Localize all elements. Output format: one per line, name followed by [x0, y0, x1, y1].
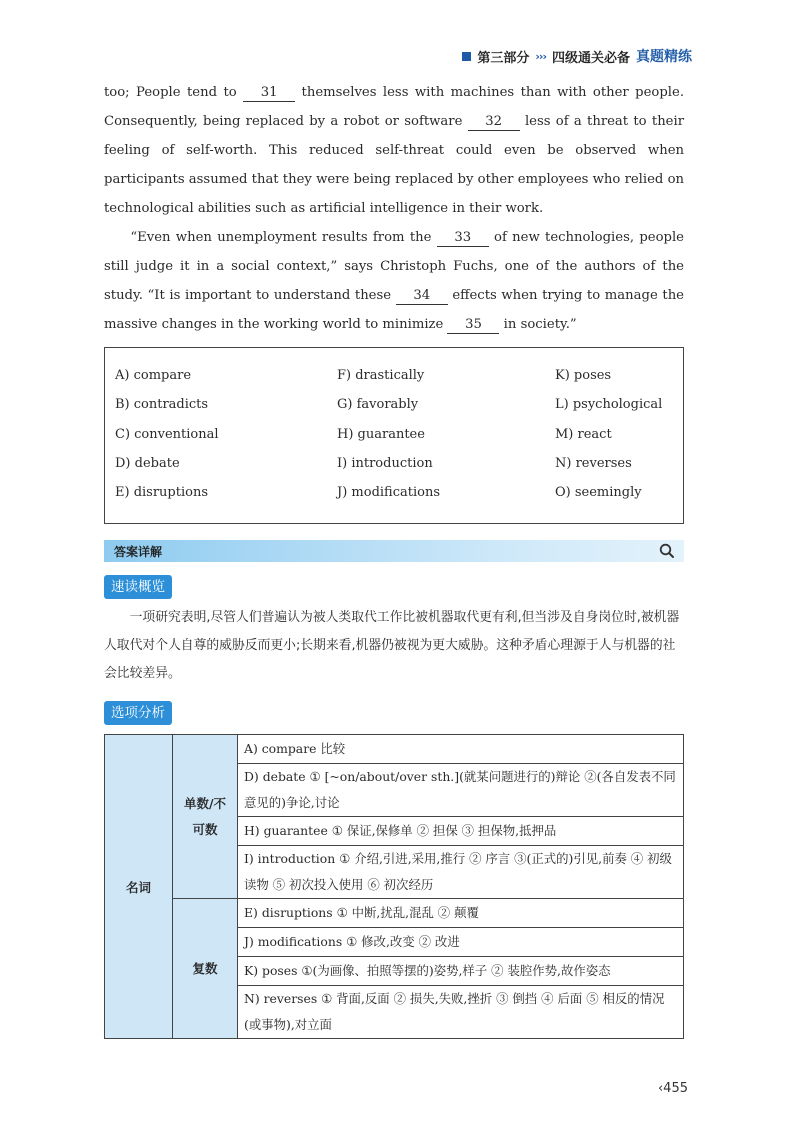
summary-tag: 速读概览 — [104, 575, 172, 599]
word-bank-column-3 — [555, 368, 662, 514]
passage-text: “Even when unemployment results from the — [130, 230, 437, 245]
word-bank-column-1 — [115, 368, 219, 514]
word-option: I) introduction — [337, 455, 433, 471]
group-label-plural: 复数 — [173, 899, 238, 1039]
header-section: 四级通关必备 — [551, 50, 630, 66]
word-option: H) guarantee — [337, 426, 425, 442]
passage-text: less of a threat to their feeling of self-worth. This reduced self-threat could even be observed when participants assumed that they were being replaced by other employees who relied on technological abilities such as artificial intelligence in their work. — [104, 114, 685, 216]
table-row: K) poses ①(为画像、拍照等摆的)姿势,样子 ② 装腔作势,故作姿态 — [238, 957, 684, 986]
table-row: N) reverses ① 背面,反面 ② 损失,失败,挫折 ③ 倒挡 ④ 后面 ⑤ 相反的情况(或事物),对立面 — [238, 986, 684, 1039]
passage-paragraph-1 — [104, 78, 684, 223]
word-option: N) reverses — [555, 455, 632, 471]
search-icon — [658, 542, 676, 560]
word-option: C) conventional — [115, 426, 219, 442]
table-row: J) modifications ① 修改,改变 ② 改进 — [238, 928, 684, 957]
word-option: L) psychological — [555, 397, 663, 413]
word-option: M) react — [555, 426, 612, 442]
header-highlight: 真题精练 — [636, 49, 692, 65]
header-arrows: ››› — [535, 49, 546, 63]
options-analysis-table — [104, 734, 684, 1039]
page-header — [462, 46, 692, 66]
word-option: K) poses — [555, 368, 612, 383]
blank-34: 34 — [396, 288, 448, 305]
passage-text: themselves less with machines than with other people. Consequently, being replaced by a robot or software — [104, 85, 685, 129]
reading-passage — [104, 78, 684, 339]
answer-detail-label: 答案详解 — [114, 545, 163, 559]
table-row: H) guarantee ① 保证,保修单 ② 担保 ③ 担保物,抵押品 — [238, 817, 684, 846]
passage-text: effects when trying to manage the massive changes in the working world to minimize — [104, 288, 684, 332]
table-row: I) introduction ① 介绍,引进,采用,推行 ② 序言 ③(正式的)引见,前奏 ④ 初级读物 ⑤ 初次投入使用 ⑥ 初次经历 — [238, 846, 684, 899]
word-bank-column-2 — [337, 368, 440, 514]
blank-33: 33 — [437, 230, 489, 247]
blank-32: 32 — [468, 114, 520, 131]
word-option: O) seemingly — [555, 485, 642, 501]
page-number: ‹455 — [657, 1081, 688, 1096]
table-row: A) compare 比较 — [238, 735, 684, 764]
table-row: D) debate ① [~on/about/over sth.](就某问题进行的)辩论 ②(各自发表不同意见的)争论,讨论 — [238, 764, 684, 817]
word-option: F) drastically — [337, 368, 425, 383]
passage-text: in society.” — [499, 317, 577, 332]
blank-31: 31 — [243, 85, 295, 102]
word-option: B) contradicts — [115, 397, 209, 413]
header-square-icon — [462, 52, 471, 61]
passage-paragraph-2 — [104, 223, 684, 339]
word-bank — [104, 347, 684, 524]
word-option: E) disruptions — [115, 485, 209, 501]
word-option: A) compare — [115, 368, 192, 383]
category-cell: 名词 — [105, 735, 173, 1039]
header-part: 第三部分 — [477, 50, 530, 66]
passage-text: too; People tend to — [104, 85, 244, 100]
passage-text: of new technologies, people still judge it in a social context,” says Christoph Fuchs, one of the authors of the study. “It is important to understand these — [104, 230, 684, 303]
blank-35: 35 — [447, 317, 499, 334]
summary-section — [104, 604, 684, 688]
table-row: E) disruptions ① 中断,扰乱,混乱 ② 颠覆 — [238, 899, 684, 928]
word-option: J) modifications — [337, 485, 441, 501]
analysis-tag: 选项分析 — [104, 701, 172, 725]
word-option: G) favorably — [337, 397, 419, 413]
answer-detail-bar — [104, 540, 684, 562]
word-option: D) debate — [115, 455, 180, 471]
group-label-singular: 单数/不可数 — [173, 735, 238, 899]
summary-text: 一项研究表明,尽管人们普遍认为被人类取代工作比被机器取代更有利,但当涉及自身岗位时,被机器人取代对个人自尊的威胁反而更小;长期来看,机器仍被视为更大威胁。这种矛盾心理源于人与机器的社会比较差异。 — [104, 610, 680, 681]
